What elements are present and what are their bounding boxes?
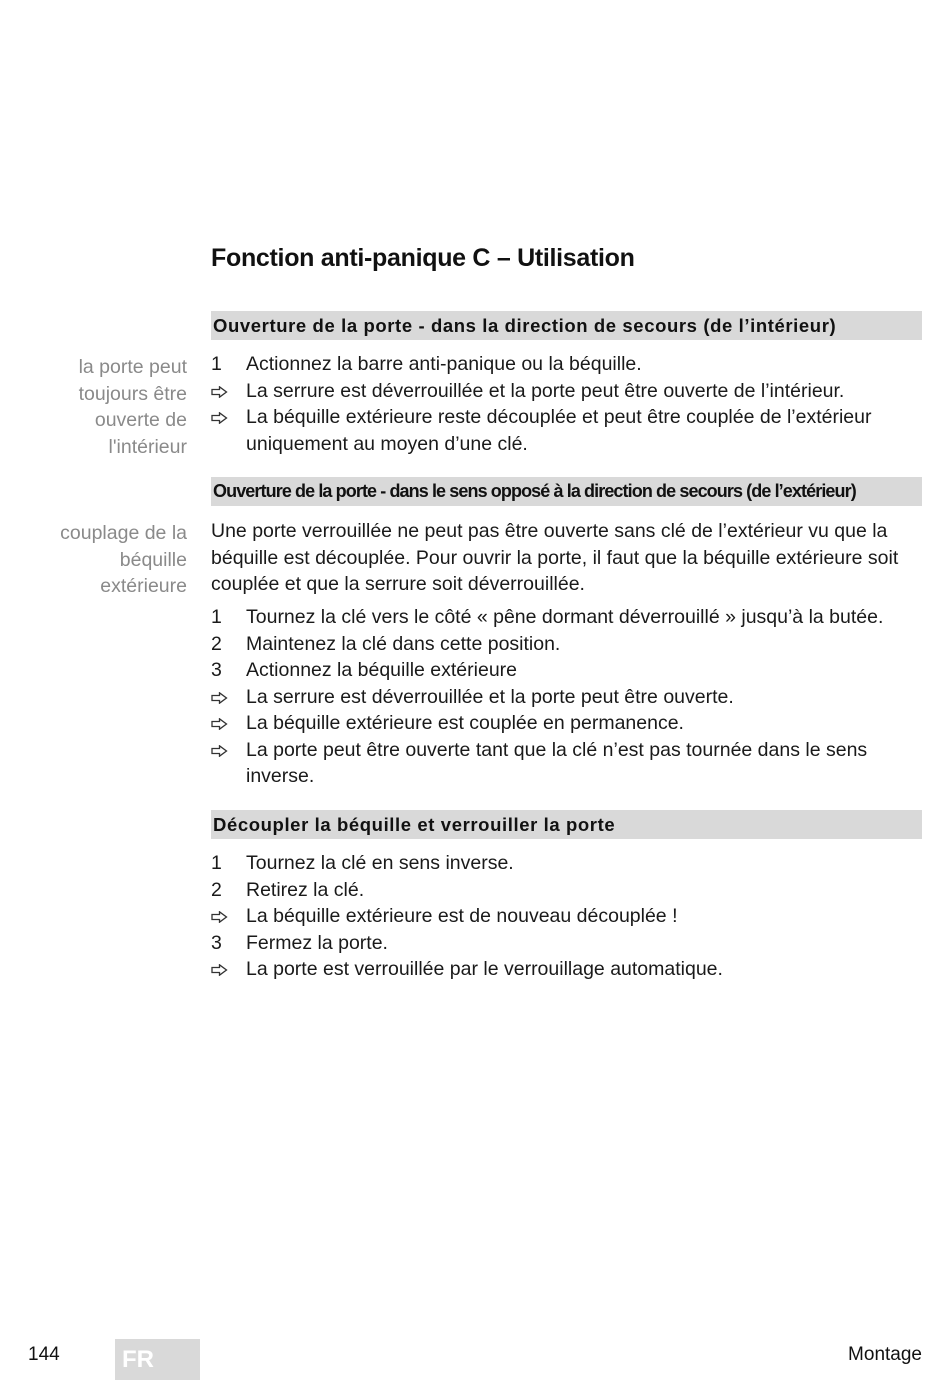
step-text: La porte peut être ouverte tant que la clé n’est pas tournée dans le sens inverse. [246, 738, 868, 787]
step-item [211, 877, 911, 904]
step-text: La serrure est déverrouillée et la porte peut être ouverte. [246, 685, 734, 708]
step-text: Fermez la porte. [246, 931, 388, 954]
step-text: Actionnez la béquille extérieure [246, 659, 518, 681]
margin-note-always-openable: la porte peut toujours être ouverte de l'intérieur [78, 356, 187, 458]
step-number: 2 [211, 632, 222, 655]
step-item [211, 351, 911, 378]
step-list [211, 351, 911, 457]
step-number: 1 [211, 606, 222, 628]
section-heading-decouple-lock: Découpler la béquille et verrouiller la porte [211, 810, 922, 839]
step-text: La porte est verrouillée par le verrouillage automatique. [246, 958, 723, 980]
step-list [211, 604, 911, 790]
margin-note-outer-handle-coupling: couplage de la béquille extérieure [60, 522, 187, 597]
page-title: Fonction anti-panique C – Utilisation [211, 244, 635, 272]
step-number: 1 [211, 353, 222, 375]
result-item [211, 903, 911, 930]
step-item [211, 631, 911, 658]
step-text: Tournez la clé en sens inverse. [246, 852, 514, 874]
page-number: 144 [28, 1344, 60, 1365]
section-heading-emergency-direction: Ouverture de la porte - dans la direction de secours (de l’intérieur) [211, 311, 922, 340]
arrow-right-icon [211, 684, 246, 711]
footer-section-name: Montage [848, 1344, 922, 1365]
result-item [211, 404, 911, 457]
step-number: 1 [211, 852, 222, 874]
result-item [211, 684, 911, 711]
arrow-right-icon [211, 737, 246, 790]
step-text: La béquille extérieure est couplée en permanence. [246, 712, 684, 734]
step-item [211, 657, 911, 684]
result-item [211, 956, 911, 983]
arrow-right-icon [211, 404, 246, 457]
arrow-right-icon [211, 903, 246, 930]
result-item [211, 737, 911, 790]
result-item [211, 378, 911, 405]
step-item [211, 604, 911, 631]
step-text: La serrure est déverrouillée et la porte peut être ouverte de l’intérieur. [246, 379, 845, 402]
step-text: Tournez la clé vers le côté « pêne dormant déverrouillé » jusqu’à la butée. [246, 606, 884, 628]
step-text: Retirez la clé. [246, 878, 365, 901]
step-list [211, 850, 911, 983]
step-item [211, 850, 911, 877]
step-text: La béquille extérieure reste découplée et peut être couplée de l’extérieur uniquement au moyen d’une clé. [246, 406, 872, 455]
step-text: Maintenez la clé dans cette position. [246, 632, 561, 655]
arrow-right-icon [211, 956, 246, 983]
result-item [211, 710, 911, 737]
intro-paragraph: Une porte verrouillée ne peut pas être ouverte sans clé de l’extérieur vu que la béquille est découplée. Pour ouvrir la porte, il faut que la béquille extérieure soit couplée et que la serrure soit déverrouillée. [211, 520, 899, 595]
section-heading-opposite-direction: Ouverture de la porte - dans le sens opposé à la direction de secours (de l’extérieur) [211, 477, 922, 506]
step-item [211, 930, 911, 957]
step-number: 3 [211, 931, 222, 954]
step-number: 2 [211, 878, 222, 901]
step-number: 3 [211, 659, 222, 681]
arrow-right-icon [211, 710, 246, 737]
language-badge: FR [115, 1339, 200, 1380]
step-text: Actionnez la barre anti-panique ou la béquille. [246, 353, 642, 375]
arrow-right-icon [211, 378, 246, 405]
step-text: La béquille extérieure est de nouveau découplée ! [246, 905, 678, 927]
